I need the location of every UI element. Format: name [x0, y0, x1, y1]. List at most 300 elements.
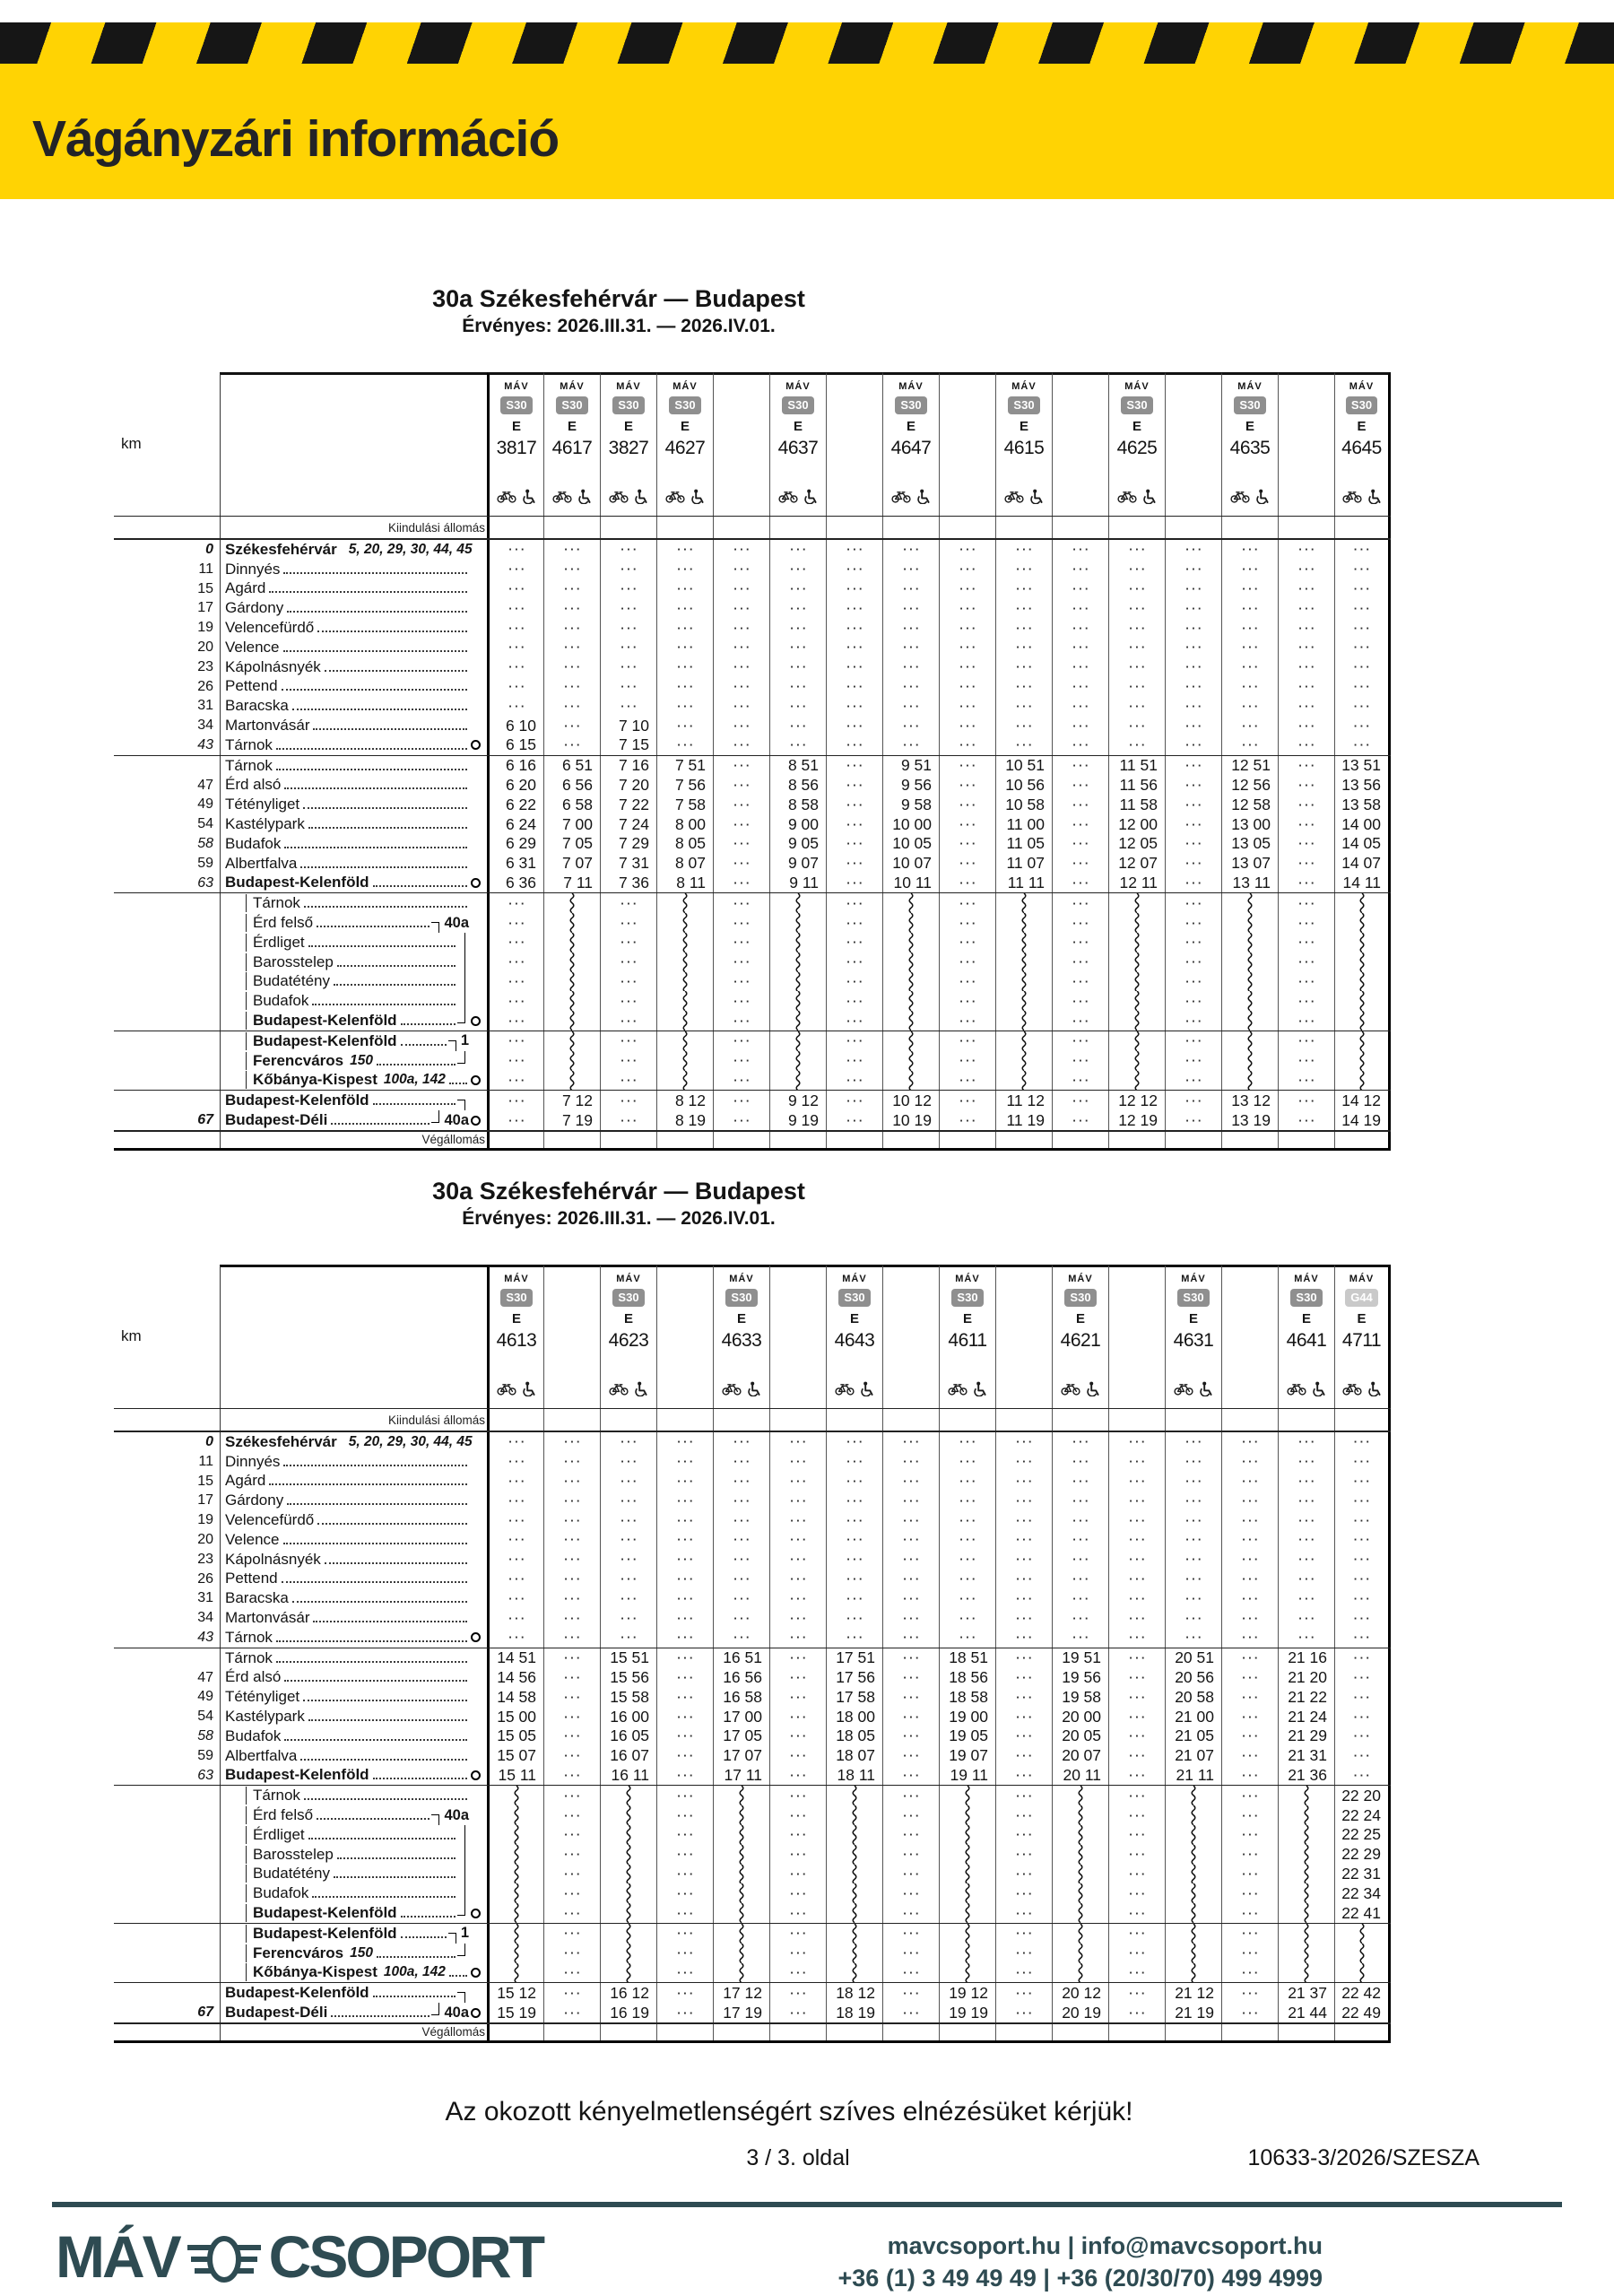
branch-bracket — [431, 1806, 443, 1824]
separator-cell: ··· — [1108, 1570, 1165, 1589]
separator-cell: ··· — [995, 1628, 1052, 1648]
separator-cell: ··· — [939, 1031, 995, 1051]
separator-cell: ··· — [1278, 618, 1334, 638]
train-column-header — [1165, 1265, 1221, 1408]
separator-cell: ··· — [882, 1648, 939, 1668]
km-value: 23 — [197, 658, 213, 674]
dotted-leader — [269, 1483, 467, 1485]
separator-cell: ··· — [1221, 1963, 1278, 1983]
time-cell: ··· — [939, 1628, 995, 1648]
time-cell: ··· — [769, 638, 826, 657]
time-cell: ··· — [995, 598, 1052, 618]
skip-wave-icon — [850, 1924, 859, 1944]
separator-cell: ··· — [995, 1432, 1052, 1452]
separator-cell: ··· — [1278, 1110, 1334, 1130]
station-row — [114, 1963, 1391, 1984]
time-cell — [1052, 1963, 1108, 1983]
skip-wave-icon — [568, 893, 577, 913]
time-cell: ··· — [713, 1452, 769, 1472]
separator-cell: ··· — [1165, 540, 1221, 560]
time-cell: 17 05 — [713, 1726, 769, 1746]
station-row — [114, 1865, 1391, 1884]
branch-bracket — [448, 1925, 460, 1943]
time-cell: 17 56 — [826, 1668, 882, 1688]
km-value: 58 — [197, 835, 213, 851]
station-row — [114, 1746, 1391, 1766]
time-cell — [769, 893, 826, 913]
separator-cell: ··· — [1278, 1011, 1334, 1031]
time-cell — [487, 1865, 543, 1884]
separator-cell: ··· — [939, 1051, 995, 1071]
skip-wave-icon — [1302, 1883, 1311, 1903]
time-cell: 18 07 — [826, 1746, 882, 1766]
time-cell: 14 12 — [1334, 1091, 1391, 1110]
station-cell — [220, 560, 487, 579]
train-number: 4635 — [1229, 438, 1271, 458]
time-cell: ··· — [543, 638, 600, 657]
separator-cell: ··· — [939, 1091, 995, 1110]
time-cell: 7 07 — [543, 854, 600, 874]
separator-cell: ··· — [1108, 1530, 1165, 1550]
time-cell — [600, 1963, 656, 1983]
time-cell: ··· — [713, 1432, 769, 1452]
separator-cell: ··· — [826, 991, 882, 1011]
contact-web: mavcsoport.hu | info@mavcsoport.hu — [887, 2232, 1323, 2259]
time-cell: 12 12 — [1108, 1091, 1165, 1110]
station-cell — [220, 1903, 487, 1923]
wheelchair-icon — [577, 489, 592, 504]
time-cell: ··· — [995, 638, 1052, 657]
time-cell — [1334, 972, 1391, 992]
dotted-leader — [283, 649, 468, 652]
time-cell: ··· — [713, 1628, 769, 1648]
table-title: 30a Székesfehérvár — Budapest — [432, 1178, 805, 1205]
time-cell: ··· — [1334, 1628, 1391, 1648]
km-value: 49 — [197, 796, 213, 813]
separator-cell: ··· — [1165, 579, 1221, 599]
skip-wave-icon — [737, 1963, 746, 1983]
time-cell: ··· — [939, 1491, 995, 1510]
separator-cell: ··· — [939, 874, 995, 893]
separator-cell: ··· — [1108, 1510, 1165, 1530]
skip-wave-icon — [1076, 1903, 1085, 1923]
station-row — [114, 677, 1391, 697]
station-name: Budapest-Déli — [225, 1111, 328, 1128]
time-cell — [1334, 991, 1391, 1011]
separator-cell: ··· — [882, 1608, 939, 1628]
branch-bracket — [457, 972, 469, 990]
separator-cell: ··· — [882, 1628, 939, 1648]
mav-emblem-icon — [187, 2234, 262, 2284]
time-cell: ··· — [939, 1510, 995, 1530]
time-cell — [543, 1031, 600, 1051]
time-cell: 17 58 — [826, 1687, 882, 1707]
time-cell: 19 56 — [1052, 1668, 1108, 1688]
separator-cell: ··· — [995, 1865, 1052, 1884]
station-circle-icon — [471, 1075, 481, 1085]
dotted-leader — [449, 1974, 467, 1977]
bicycle-icon — [497, 490, 516, 503]
time-cell — [995, 991, 1052, 1011]
station-row — [114, 1051, 1391, 1071]
time-cell: ··· — [487, 1491, 543, 1510]
dotted-leader — [377, 1955, 456, 1958]
station-row — [114, 1530, 1391, 1550]
time-cell — [939, 1845, 995, 1865]
station-name: Érd alsó — [225, 1668, 282, 1686]
skip-wave-icon — [1132, 1071, 1141, 1091]
dotted-leader — [276, 768, 467, 770]
time-cell: ··· — [769, 657, 826, 677]
time-cell — [769, 952, 826, 972]
separator-cell: ··· — [826, 893, 882, 913]
separator-cell: ··· — [769, 1845, 826, 1865]
terminus-band-label: Végállomás — [421, 1133, 485, 1147]
station-cell — [220, 972, 487, 992]
time-cell — [713, 1786, 769, 1805]
train-service-icons — [1061, 1381, 1100, 1396]
train-service-icons — [665, 489, 705, 504]
station-cell — [220, 677, 487, 697]
time-cell — [1221, 991, 1278, 1011]
separator-cell: ··· — [882, 1726, 939, 1746]
separator-cell: ··· — [713, 991, 769, 1011]
time-cell: ··· — [882, 696, 939, 716]
separator-cell: ··· — [713, 598, 769, 618]
time-cell: 7 36 — [600, 874, 656, 893]
time-cell: ··· — [1108, 735, 1165, 755]
time-cell: 22 25 — [1334, 1825, 1391, 1845]
time-cell — [1278, 1963, 1334, 1983]
time-cell: ··· — [826, 1472, 882, 1492]
separator-cell: ··· — [995, 1944, 1052, 1963]
time-cell: ··· — [1278, 1510, 1334, 1530]
station-row — [114, 1588, 1391, 1608]
time-cell: 8 00 — [656, 814, 713, 834]
timetable-header — [114, 372, 1391, 516]
time-cell: 8 05 — [656, 834, 713, 854]
time-cell: ··· — [1108, 657, 1165, 677]
line-badge: G44 — [1345, 1289, 1378, 1307]
km-value — [114, 913, 220, 933]
skip-wave-icon — [681, 1031, 690, 1051]
empty-train-column — [1165, 372, 1221, 516]
separator-cell: ··· — [1165, 913, 1221, 933]
separator-cell: ··· — [1165, 1071, 1221, 1091]
time-cell: ··· — [600, 933, 656, 952]
separator-cell: ··· — [543, 1983, 600, 2003]
time-cell — [1108, 1051, 1165, 1071]
time-cell: 14 56 — [487, 1668, 543, 1688]
station-cell — [220, 1687, 487, 1707]
separator-cell: ··· — [769, 1944, 826, 1963]
wheelchair-icon — [634, 1381, 648, 1396]
separator-cell: ··· — [1221, 1746, 1278, 1766]
separator-cell: ··· — [882, 1924, 939, 1944]
separator-cell: ··· — [1221, 1452, 1278, 1472]
separator-cell: ··· — [656, 2003, 713, 2022]
km-value — [114, 952, 220, 972]
separator-cell: ··· — [995, 1550, 1052, 1570]
separator-cell: ··· — [713, 677, 769, 697]
time-cell: ··· — [1165, 1472, 1221, 1492]
skip-wave-icon — [568, 1071, 577, 1091]
time-cell: ··· — [1278, 1452, 1334, 1472]
time-cell — [1278, 1825, 1334, 1845]
separator-cell: ··· — [1052, 579, 1108, 599]
separator-cell: ··· — [995, 1825, 1052, 1845]
skip-wave-icon — [737, 1883, 746, 1903]
line-badge: S30 — [612, 1289, 644, 1307]
time-cell: ··· — [1052, 1588, 1108, 1608]
time-cell: ··· — [713, 1550, 769, 1570]
station-cell — [220, 1452, 487, 1472]
skip-wave-icon — [512, 1963, 521, 1983]
km-value — [114, 1865, 220, 1884]
separator-cell: ··· — [769, 1668, 826, 1688]
dotted-leader — [401, 1022, 456, 1025]
time-cell — [600, 1883, 656, 1903]
station-name: Budatétény — [253, 972, 331, 990]
separator-cell: ··· — [882, 1883, 939, 1903]
skip-wave-icon — [1245, 1031, 1254, 1051]
bicycle-icon — [1117, 490, 1137, 503]
skip-wave-icon — [1132, 972, 1141, 992]
time-cell — [939, 1865, 995, 1884]
separator-cell: ··· — [543, 2003, 600, 2022]
skip-wave-icon — [1245, 933, 1254, 952]
separator-cell: ··· — [713, 638, 769, 657]
train-service-icons — [778, 489, 818, 504]
time-cell — [1334, 893, 1391, 913]
separator-cell: ··· — [1221, 1924, 1278, 1944]
origin-band-label: Kiindulási állomás — [387, 520, 485, 535]
station-name: Kápolnásnyék — [225, 657, 321, 675]
separator-cell: ··· — [656, 1883, 713, 1903]
separator-cell: ··· — [713, 952, 769, 972]
time-cell: 6 15 — [487, 735, 543, 755]
time-cell: ··· — [1221, 618, 1278, 638]
skip-wave-icon — [1245, 1051, 1254, 1071]
dotted-leader — [317, 1522, 467, 1525]
skip-wave-icon — [1132, 1031, 1141, 1051]
separator-cell: ··· — [1108, 1766, 1165, 1786]
branch-label: 40a — [444, 1806, 469, 1823]
separator-cell: ··· — [882, 1530, 939, 1550]
separator-cell: ··· — [769, 1825, 826, 1845]
separator-cell: ··· — [713, 814, 769, 834]
separator-cell: ··· — [769, 1805, 826, 1825]
time-cell: ··· — [995, 696, 1052, 716]
skip-wave-icon — [681, 913, 690, 933]
skip-wave-icon — [963, 1924, 972, 1944]
time-cell — [600, 1903, 656, 1923]
train-number: 4625 — [1116, 438, 1158, 458]
time-cell: ··· — [1334, 1746, 1391, 1766]
separator-cell: ··· — [995, 1726, 1052, 1746]
station-row — [114, 1091, 1391, 1110]
time-cell — [713, 1865, 769, 1884]
separator-cell: ··· — [1221, 1588, 1278, 1608]
separator-cell: ··· — [1052, 1091, 1108, 1110]
time-cell: 19 51 — [1052, 1648, 1108, 1668]
time-cell — [939, 1924, 995, 1944]
bicycle-icon — [665, 490, 685, 503]
wheelchair-icon — [522, 1381, 536, 1396]
station-cell — [220, 1491, 487, 1510]
km-value: 54 — [197, 1709, 213, 1725]
separator-cell: ··· — [1278, 1091, 1334, 1110]
separator-cell: ··· — [1278, 854, 1334, 874]
separator-cell: ··· — [543, 1648, 600, 1668]
separator-cell: ··· — [1221, 1510, 1278, 1530]
station-cell — [220, 1628, 487, 1648]
time-cell — [656, 1031, 713, 1051]
skip-wave-icon — [963, 1944, 972, 1963]
separator-cell: ··· — [543, 1588, 600, 1608]
time-cell: ··· — [882, 638, 939, 657]
train-column-header — [1278, 1265, 1334, 1408]
separator-cell: ··· — [995, 1570, 1052, 1589]
separator-cell: ··· — [939, 677, 995, 697]
time-cell: ··· — [487, 598, 543, 618]
separator-cell: ··· — [995, 1883, 1052, 1903]
separator-cell: ··· — [713, 1071, 769, 1091]
footer-contact — [838, 2231, 1323, 2294]
time-cell: ··· — [1334, 1608, 1391, 1628]
station-cell — [220, 893, 487, 913]
time-cell: 18 00 — [826, 1707, 882, 1726]
table-subtitle: Érvényes: 2026.III.31. — 2026.IV.01. — [462, 316, 776, 336]
separator-cell: ··· — [1052, 952, 1108, 972]
separator-cell: ··· — [939, 716, 995, 735]
time-cell: 14 00 — [1334, 814, 1391, 834]
time-cell: ··· — [543, 657, 600, 677]
skip-wave-icon — [1076, 1963, 1085, 1983]
dotted-leader — [292, 1600, 467, 1603]
time-cell — [1108, 913, 1165, 933]
dotted-leader — [337, 1857, 456, 1859]
wheelchair-icon — [634, 489, 648, 504]
separator-cell: ··· — [939, 696, 995, 716]
separator-cell: ··· — [1165, 1011, 1221, 1031]
time-cell: 16 51 — [713, 1648, 769, 1668]
station-name: Agárd — [225, 579, 266, 597]
time-cell: 13 07 — [1221, 854, 1278, 874]
time-cell: ··· — [1334, 1687, 1391, 1707]
skip-wave-icon — [1189, 1865, 1198, 1884]
separator-cell: ··· — [939, 657, 995, 677]
time-cell: ··· — [939, 1570, 995, 1589]
skip-wave-icon — [1132, 1051, 1141, 1071]
time-cell — [826, 1865, 882, 1884]
time-cell: 16 19 — [600, 2003, 656, 2022]
separator-cell: ··· — [769, 1550, 826, 1570]
empty-train-column — [995, 1265, 1052, 1408]
station-row — [114, 1668, 1391, 1688]
dotted-leader — [325, 669, 467, 672]
separator-cell: ··· — [939, 952, 995, 972]
time-cell: ··· — [600, 1071, 656, 1091]
station-name: Martonvásár — [225, 717, 310, 735]
separator-cell: ··· — [1165, 1091, 1221, 1110]
station-cell — [220, 952, 487, 972]
time-cell: ··· — [1052, 1491, 1108, 1510]
skip-wave-icon — [1245, 893, 1254, 913]
time-cell: 15 56 — [600, 1668, 656, 1688]
time-cell: 13 05 — [1221, 834, 1278, 854]
skip-wave-icon — [681, 1011, 690, 1031]
skip-wave-icon — [907, 1071, 915, 1091]
skip-wave-icon — [568, 952, 577, 972]
station-cell — [220, 795, 487, 814]
time-cell: 8 58 — [769, 795, 826, 814]
skip-wave-icon — [850, 1865, 859, 1884]
skip-wave-icon — [963, 1865, 972, 1884]
time-cell: ··· — [656, 618, 713, 638]
time-cell: ··· — [600, 1491, 656, 1510]
separator-cell: ··· — [769, 1570, 826, 1589]
time-cell: 22 49 — [1334, 2003, 1391, 2022]
time-cell: ··· — [1278, 1530, 1334, 1550]
station-name: Gárdony — [225, 599, 284, 617]
station-cell — [220, 1510, 487, 1530]
station-name: Tétényliget — [225, 796, 300, 813]
km-header — [114, 372, 220, 516]
separator-cell: ··· — [543, 1805, 600, 1825]
time-cell: ··· — [1165, 1452, 1221, 1472]
time-cell: ··· — [1278, 1472, 1334, 1492]
separator-cell: ··· — [1052, 638, 1108, 657]
separator-cell: ··· — [995, 2003, 1052, 2022]
time-cell: ··· — [600, 696, 656, 716]
time-cell: 21 00 — [1165, 1707, 1221, 1726]
time-cell: 21 07 — [1165, 1746, 1221, 1766]
time-cell: ··· — [1334, 1550, 1391, 1570]
station-row — [114, 598, 1391, 618]
time-cell: ··· — [1334, 638, 1391, 657]
station-name: Budafok — [253, 992, 309, 1010]
separator-cell: ··· — [882, 1588, 939, 1608]
separator-cell: ··· — [1165, 814, 1221, 834]
time-cell — [656, 1011, 713, 1031]
km-value: 15 — [197, 1473, 213, 1489]
branch-bracket — [457, 1984, 469, 2002]
time-cell: ··· — [600, 638, 656, 657]
station-name: Budapest-Kelenföld — [253, 1904, 397, 1922]
separator-cell: ··· — [1108, 2003, 1165, 2022]
separator-cell: ··· — [1165, 735, 1221, 755]
time-cell: ··· — [769, 677, 826, 697]
separator-cell: ··· — [1221, 1865, 1278, 1884]
station-name: Tárnok — [225, 756, 273, 774]
train-number: 3817 — [496, 438, 537, 458]
time-cell: 19 58 — [1052, 1687, 1108, 1707]
separator-cell: ··· — [1278, 913, 1334, 933]
separator-cell: ··· — [1052, 874, 1108, 893]
separator-cell: ··· — [769, 1588, 826, 1608]
station-name: Budafok — [253, 1884, 309, 1902]
station-name: Tárnok — [253, 894, 300, 912]
branch-bracket — [457, 953, 469, 971]
station-row — [114, 735, 1391, 756]
time-cell: 14 19 — [1334, 1110, 1391, 1130]
time-cell: ··· — [769, 560, 826, 579]
terminus-band — [114, 2023, 1391, 2043]
time-cell — [1334, 1944, 1391, 1963]
time-cell: 18 05 — [826, 1726, 882, 1746]
skip-wave-icon — [963, 1825, 972, 1845]
